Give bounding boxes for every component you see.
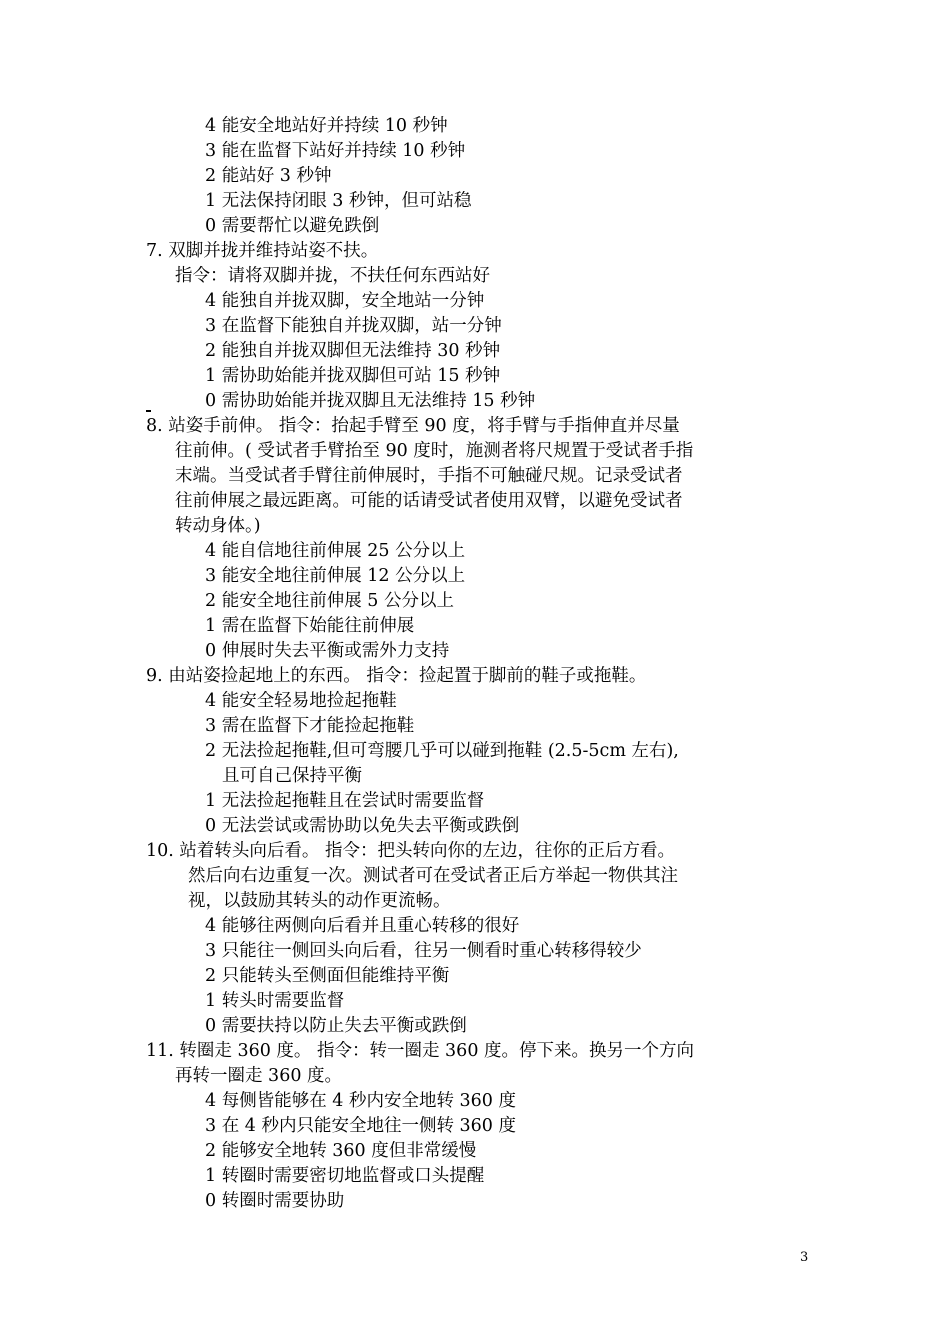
item7-instruction: 指令：请将双脚并拢，不扶任何东西站好 [175,266,490,286]
item8-score-4: 4 能自信地往前伸展 25 公分以上 [205,541,466,561]
item8-score-0: 0 伸展时失去平衡或需外力支持 [205,641,450,661]
item9-score-4: 4 能安全轻易地捡起拖鞋 [205,691,397,711]
item8-score-2: 2 能安全地往前伸展 5 公分以上 [205,591,454,611]
item7-score-0: 0 需协助始能并拢双脚且无法维持 15 秒钟 [205,391,536,411]
item8-desc-line: 转动身体。) [175,516,261,536]
item10-desc-line: 视，以鼓励其转头的动作更流畅。 [188,891,451,911]
item9-score-1: 1 无法捡起拖鞋且在尝试时需要监督 [205,791,485,811]
item10-score-1: 1 转头时需要监督 [205,991,345,1011]
item10-score-2: 2 只能转头至侧面但能维持平衡 [205,966,450,986]
item11-score-4: 4 每侧皆能够在 4 秒内安全地转 360 度 [205,1091,516,1111]
item7-title: 7. 双脚并拢并维持站姿不扶。 [146,241,379,261]
item11-title: 11. 转圈走 360 度。 指令：转一圈走 360 度。停下来。换另一个方向 [146,1041,695,1061]
item8-score-3: 3 能安全地往前伸展 12 公分以上 [205,566,466,586]
item10-score-3: 3 只能往一侧回头向后看，往另一侧看时重心转移得较少 [205,941,642,961]
item11-desc-line: 再转一圈走 360 度。 [175,1066,343,1086]
item8-score-1: 1 需在监督下始能往前伸展 [205,616,415,636]
item7-score-1: 1 需协助始能并拢双脚但可站 15 秒钟 [205,366,501,386]
item9-score-0: 0 无法尝试或需协助以免失去平衡或跌倒 [205,816,520,836]
item11-score-1: 1 转圈时需要密切地监督或口头提醒 [205,1166,485,1186]
item8-desc-line: 末端。当受试者手臂往前伸展时，手指不可触碰尺规。记录受试者 [175,466,683,486]
item9-score-2-cont: 且可自己保持平衡 [222,766,362,786]
item9-score-2: 2 无法捡起拖鞋,但可弯腰几乎可以碰到拖鞋 (2.5-5cm 左右), [205,741,679,761]
item10-title: 10. 站着转头向后看。 指令：把头转向你的左边，往你的正后方看。 [146,841,675,861]
item8-desc-line: 往前伸展之最远距离。可能的话请受试者使用双臂，以避免受试者 [175,491,683,511]
item11-score-2: 2 能够安全地转 360 度但非常缓慢 [205,1141,477,1161]
item7-score-2: 2 能独自并拢双脚但无法维持 30 秒钟 [205,341,501,361]
item6-score-0: 0 需要帮忙以避免跌倒 [205,216,380,236]
item8-title: 8. 站姿手前伸。 指令：抬起手臂至 90 度，将手臂与手指伸直并尽量 [146,416,680,436]
item7-score-3: 3 在监督下能独自并拢双脚，站一分钟 [205,316,502,336]
item11-score-3: 3 在 4 秒内只能安全地往一侧转 360 度 [205,1116,516,1136]
item9-score-3: 3 需在监督下才能捡起拖鞋 [205,716,415,736]
page-number: 3 [800,1250,809,1265]
item11-score-0: 0 转圈时需要协助 [205,1191,345,1211]
item10-desc-line: 然后向右边重复一次。测试者可在受试者正后方举起一物供其注 [188,866,678,886]
item6-score-2: 2 能站好 3 秒钟 [205,166,332,186]
item10-score-0: 0 需要扶持以防止失去平衡或跌倒 [205,1016,467,1036]
item8-desc-line: 往前伸。( 受试者手臂抬至 90 度时，施测者将尺规置于受试者手指 [175,441,694,461]
margin-mark [146,410,151,412]
item6-score-1: 1 无法保持闭眼 3 秒钟，但可站稳 [205,191,472,211]
item7-score-4: 4 能独自并拢双脚，安全地站一分钟 [205,291,485,311]
item6-score-4: 4 能安全地站好并持续 10 秒钟 [205,116,448,136]
item6-score-3: 3 能在监督下站好并持续 10 秒钟 [205,141,466,161]
item9-title: 9. 由站姿捡起地上的东西。 指令：捡起置于脚前的鞋子或拖鞋。 [146,666,647,686]
item10-score-4: 4 能够往两侧向后看并且重心转移的很好 [205,916,520,936]
